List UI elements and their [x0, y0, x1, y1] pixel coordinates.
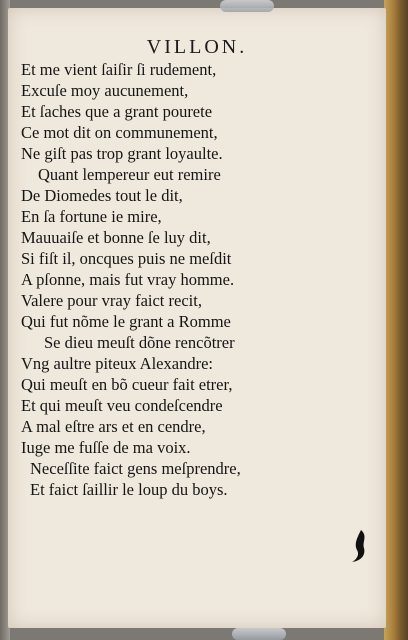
ink-smudge-mark	[348, 528, 374, 564]
text-line-8: En ſa fortune ie mire,	[21, 207, 162, 226]
text-line-5: Ne giſt pas trop grant loyaulte.	[21, 144, 223, 163]
text-line-17: Et qui meuſt veu condeſcendre	[21, 396, 223, 415]
book-binding-edge	[384, 0, 408, 640]
text-line-14: Se dieu meuſt dõne rencõtrer	[44, 333, 235, 352]
text-line-15: Vng aultre piteux Alexandre:	[21, 354, 213, 373]
page-header: VILLON.	[146, 36, 248, 58]
text-line-10: Si fiſt il, oncques puis ne meſdit	[21, 249, 232, 268]
text-line-13: Qui fut nõme le grant a Romme	[21, 312, 231, 331]
text-line-20: Neceſſite faict gens meſprendre,	[30, 459, 241, 478]
text-line-3: Et ſaches que a grant pourete	[21, 102, 213, 121]
text-line-6: Quant lempereur eut remire	[38, 165, 221, 184]
text-line-21: Et faict ſaillir le loup du boys.	[30, 480, 228, 499]
text-line-16: Qui meuſt en bõ cueur fait etrer,	[21, 375, 233, 394]
text-line-1: Et me vient ſaiſir ſi rudement,	[21, 60, 217, 79]
text-line-7: De Diomedes tout le dit,	[21, 186, 183, 205]
text-line-18: A mal eſtre ars et en cendre,	[21, 417, 206, 436]
page-clip-top	[220, 0, 274, 12]
text-line-12: Valere pour vray faict recit,	[21, 291, 202, 310]
text-line-9: Mauuaiſe et bonne ſe luy dit,	[21, 228, 211, 247]
text-line-11: A pſonne, mais fut vray homme.	[21, 270, 235, 289]
book-page	[8, 8, 386, 628]
page-clip-bottom	[232, 628, 286, 640]
text-line-19: Iuge me fuſſe de ma voix.	[21, 438, 191, 457]
text-line-2: Excuſe moy aucunement,	[21, 81, 189, 100]
text-line-4: Ce mot dit on communement,	[21, 123, 218, 142]
